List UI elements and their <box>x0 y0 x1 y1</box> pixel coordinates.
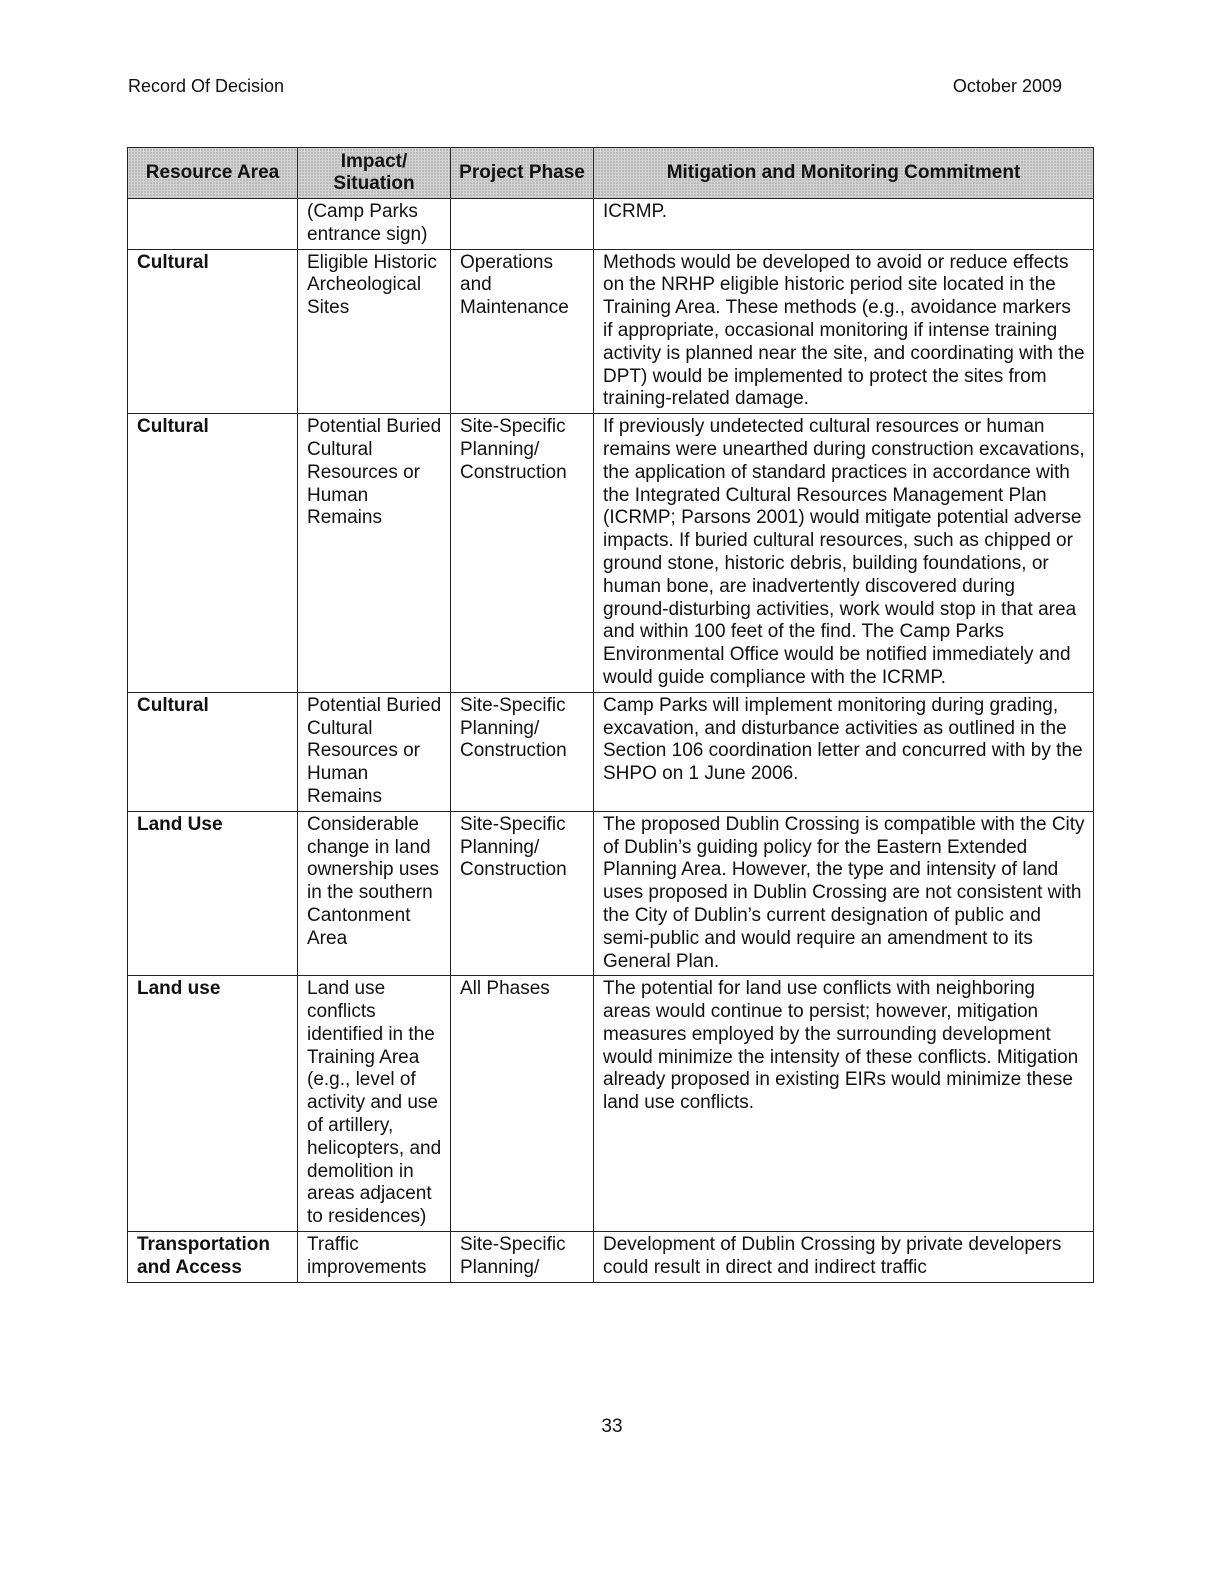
cell-impact: Potential Buried Cultural Resources or Human Remains <box>298 414 451 693</box>
cell-resource-area: Cultural <box>128 414 298 693</box>
cell-impact: Land use conflicts identified in the Training Area (e.g., level of activity and use of artillery, helicopters, and demolition in areas adjacent to residences) <box>298 976 451 1232</box>
page-number: 33 <box>601 1416 623 1437</box>
cell-commitment: Methods would be developed to avoid or reduce effects on the NRHP eligible historic period site located in the Training Area. These methods (e.g., avoidance markers if appropriate, occasional monitoring if intense training activity is planned near the site, and coordinating with the DPT) would be implemented to protect the sites from training-related damage. <box>594 249 1094 414</box>
cell-phase: Site-Specific Planning/ <box>451 1232 594 1283</box>
cell-impact: (Camp Parks entrance sign) <box>298 199 451 250</box>
cell-resource-area: Land use <box>128 976 298 1232</box>
cell-phase: Site-Specific Planning/ Construction <box>451 414 594 693</box>
cell-phase <box>451 199 594 250</box>
cell-impact: Considerable change in land ownership uses in the southern Cantonment Area <box>298 811 451 976</box>
table-row <box>128 1232 1094 1283</box>
mitigation-table <box>127 147 1094 1283</box>
cell-commitment: If previously undetected cultural resources or human remains were unearthed during construction excavations, the application of standard practices in accordance with the Integrated Cultural Resources Management Plan (ICRMP; Parsons 2001) would mitigate potential adverse impacts. If buried cultural resources, such as chipped or ground stone, historic debris, building foundations, or human bone, are inadvertently discovered during ground-disturbing activities, work would stop in that area and within 100 feet of the find. The Camp Parks Environmental Office would be notified immediately and would guide compliance with the ICRMP. <box>594 414 1094 693</box>
cell-resource-area: Cultural <box>128 692 298 811</box>
header-title: Record Of Decision <box>128 76 285 96</box>
cell-commitment: The proposed Dublin Crossing is compatible with the City of Dublin’s guiding policy for the Eastern Extended Planning Area. However, the type and intensity of land uses proposed in Dublin Crossing are not consistent with the City of Dublin’s current designation of public and semi-public and would require an amendment to its General Plan. <box>594 811 1094 976</box>
table-row <box>128 976 1094 1232</box>
cell-impact: Eligible Historic Archeological Sites <box>298 249 451 414</box>
table-row <box>128 199 1094 250</box>
cell-commitment: Development of Dublin Crossing by private developers could result in direct and indirect traffic <box>594 1232 1094 1283</box>
col-header-commitment: Mitigation and Monitoring Commitment <box>594 148 1094 199</box>
table-row <box>128 811 1094 976</box>
cell-phase: Site-Specific Planning/ Construction <box>451 692 594 811</box>
cell-phase: Site-Specific Planning/ Construction <box>451 811 594 976</box>
cell-impact: Potential Buried Cultural Resources or Human Remains <box>298 692 451 811</box>
cell-resource-area: Cultural <box>128 249 298 414</box>
table-row <box>128 692 1094 811</box>
header-date: October 2009 <box>952 76 1062 96</box>
cell-phase: All Phases <box>451 976 594 1232</box>
table-header-row <box>128 148 1094 199</box>
cell-resource-area <box>128 199 298 250</box>
cell-impact: Traffic improvements <box>298 1232 451 1283</box>
col-header-phase: Project Phase <box>451 148 594 199</box>
cell-resource-area: Transportation and Access <box>128 1232 298 1283</box>
cell-phase: Operations and Maintenance <box>451 249 594 414</box>
cell-commitment: ICRMP. <box>594 199 1094 250</box>
col-header-impact: Impact/ Situation <box>298 148 451 199</box>
cell-commitment: The potential for land use conflicts with neighboring areas would continue to persist; however, mitigation measures employed by the surrounding development would minimize the intensity of these conflicts. Mitigation already proposed in existing EIRs would minimize these land use conflicts. <box>594 976 1094 1232</box>
table-row <box>128 414 1094 693</box>
col-header-resource-area: Resource Area <box>128 148 298 199</box>
table-row <box>128 249 1094 414</box>
cell-commitment: Camp Parks will implement monitoring during grading, excavation, and disturbance activities as outlined in the Section 106 coordination letter and concurred with by the SHPO on 1 June 2006. <box>594 692 1094 811</box>
cell-resource-area: Land Use <box>128 811 298 976</box>
